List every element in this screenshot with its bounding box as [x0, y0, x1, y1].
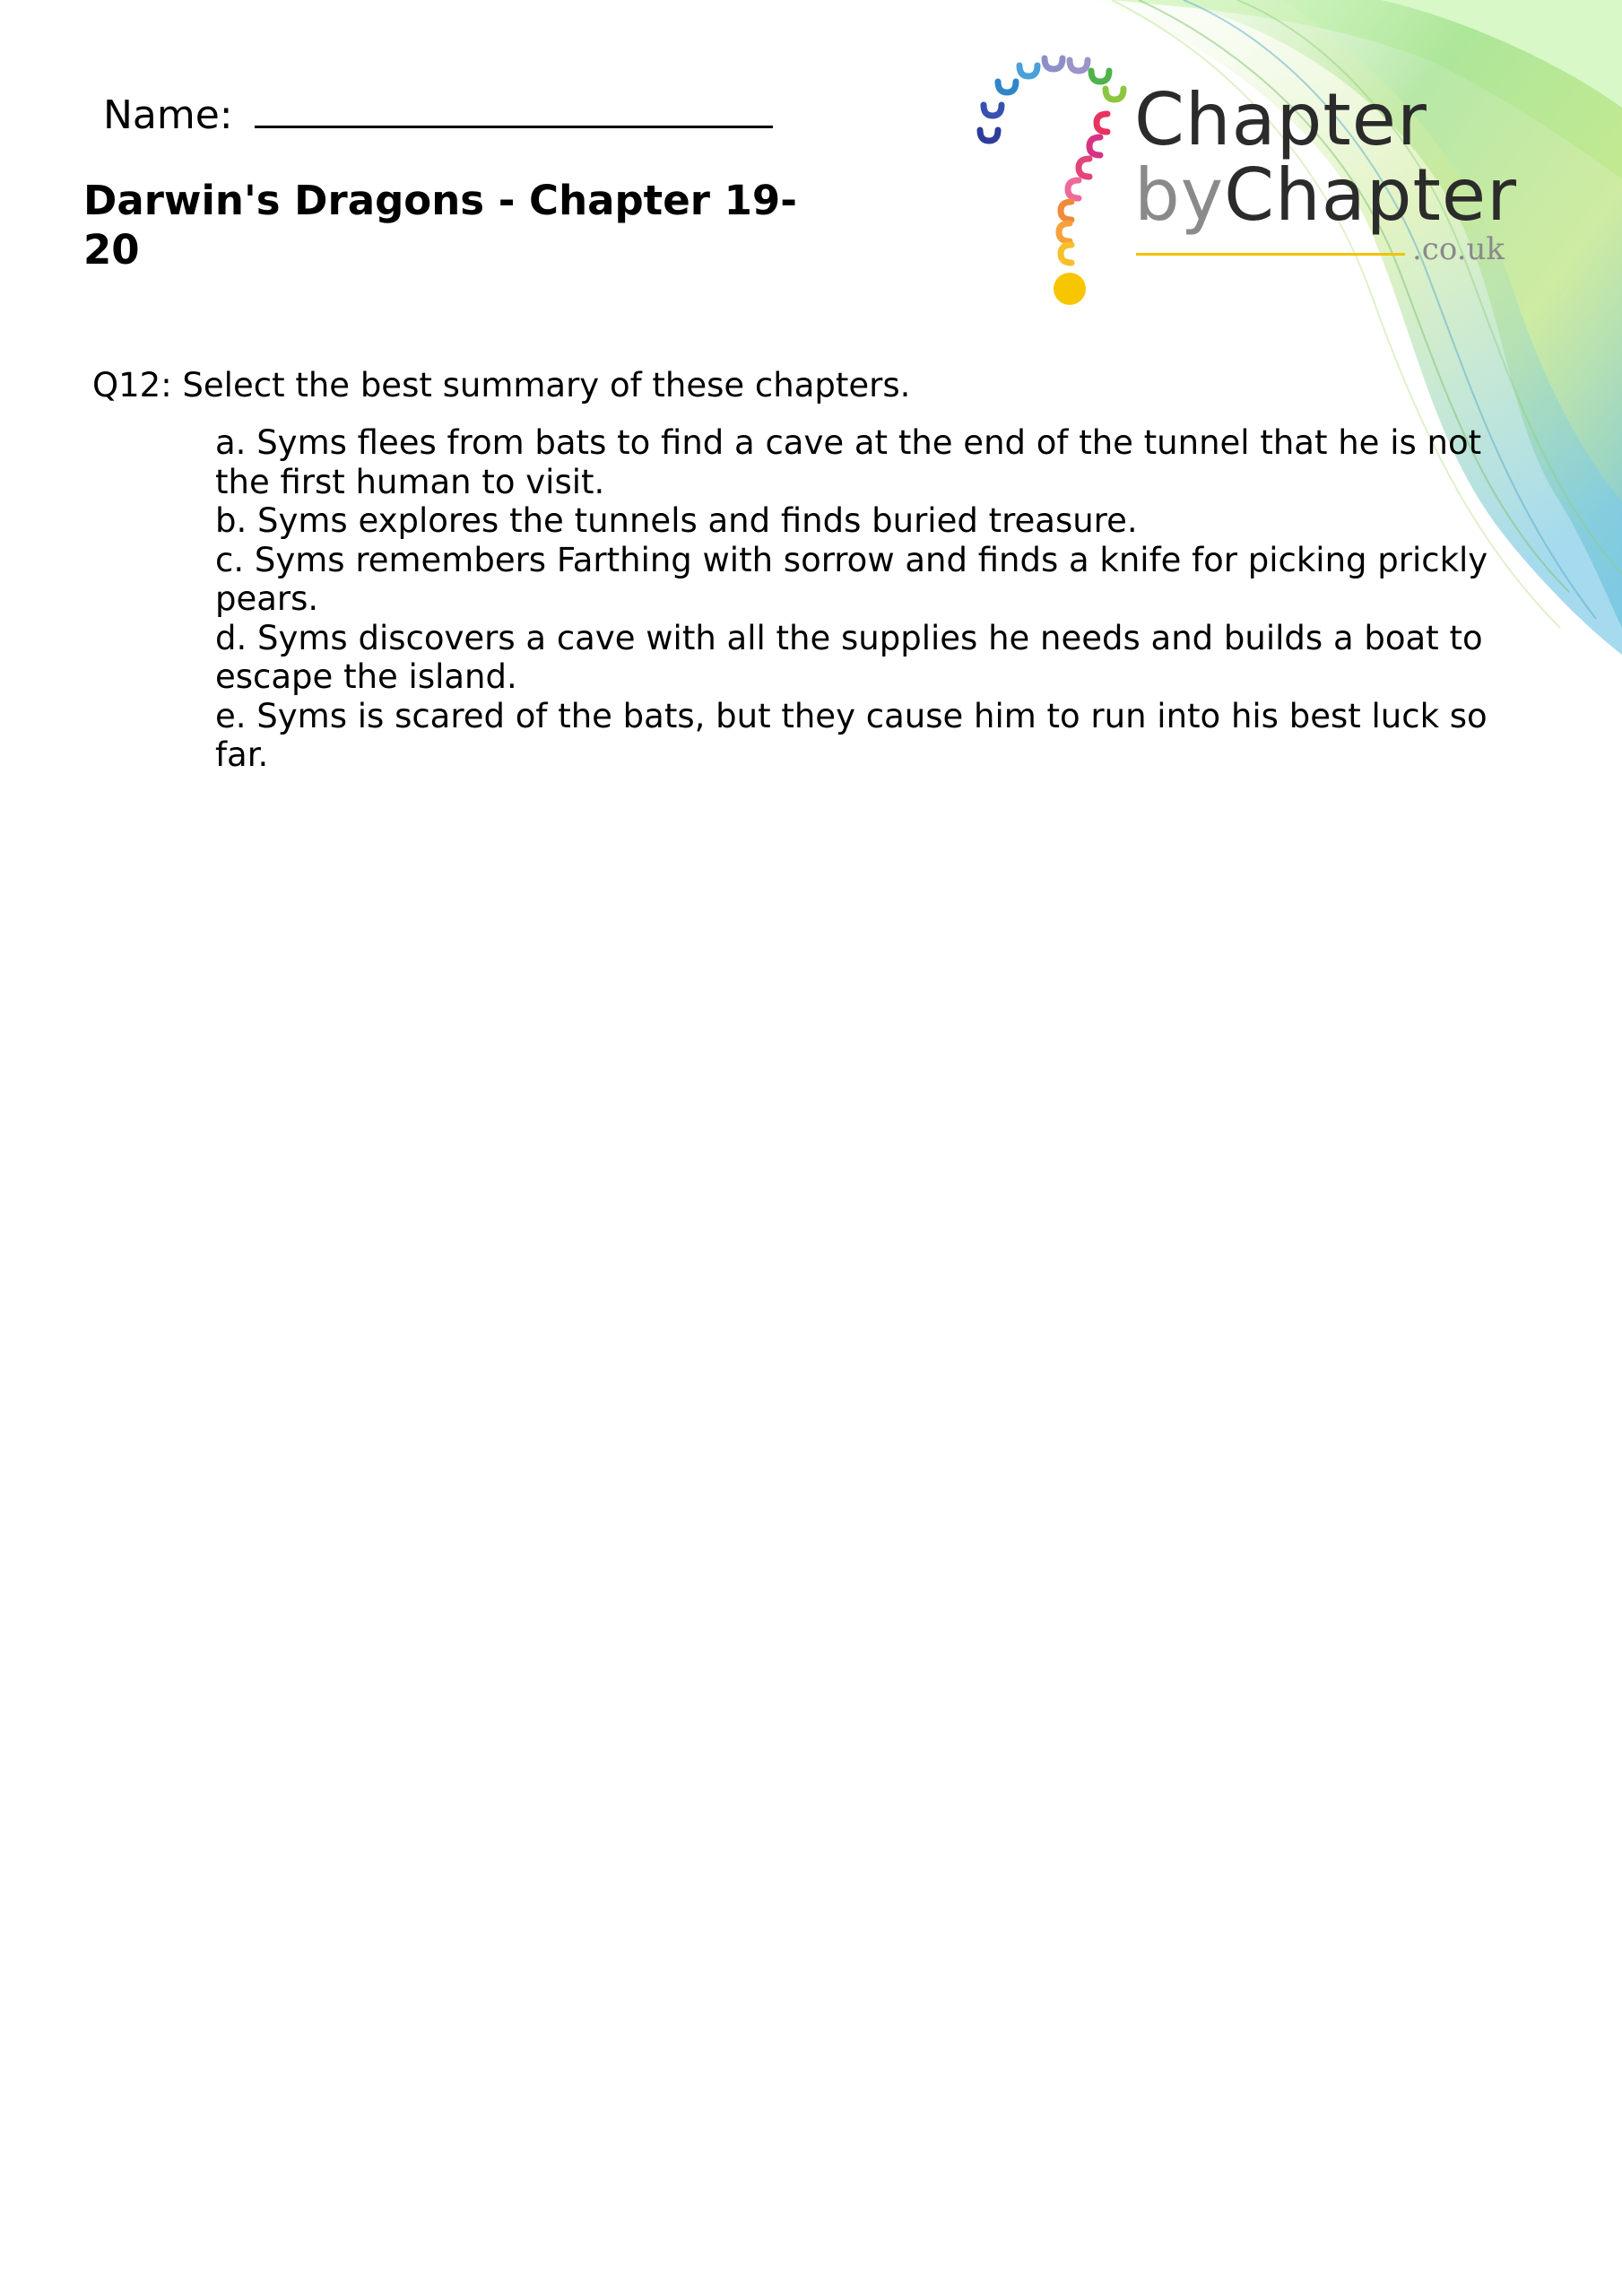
brand-wordmark: [1134, 78, 1517, 269]
brand-underline: [1136, 253, 1405, 256]
brand-line-chapter: Chapter: [1134, 78, 1427, 161]
brand-chapter: Chapter: [1224, 153, 1517, 237]
name-blank-line: [255, 90, 773, 128]
worksheet-title: Darwin's Dragons - Chapter 19-20: [83, 177, 797, 274]
brand-line-bychapter: [1134, 153, 1517, 237]
name-label: Name:: [103, 92, 233, 138]
brand-domain-row: [1134, 233, 1517, 269]
brand-by: by: [1134, 153, 1225, 237]
answer-option-c: c. Syms remembers Farthing with sorrow and finds a knife for picking prickly pears.: [215, 540, 1488, 618]
answer-option-e: e. Syms is scared of the bats, but they cause him to run into his best luck so far.: [215, 696, 1488, 774]
name-field-row: [103, 90, 773, 138]
answer-option-a: a. Syms flees from bats to find a cave at the end of the tunnel that he is not the first human to visit.: [215, 423, 1482, 501]
answer-option-b: b. Syms explores the tunnels and finds buried treasure.: [215, 501, 1138, 540]
answer-option-d: d. Syms discovers a cave with all the supplies he needs and builds a boat to escape the island.: [215, 618, 1483, 696]
answer-options-list: [215, 423, 1542, 775]
brand-domain: .co.uk: [1412, 231, 1505, 267]
question-prompt: Q12: Select the best summary of these chapters.: [92, 366, 911, 404]
